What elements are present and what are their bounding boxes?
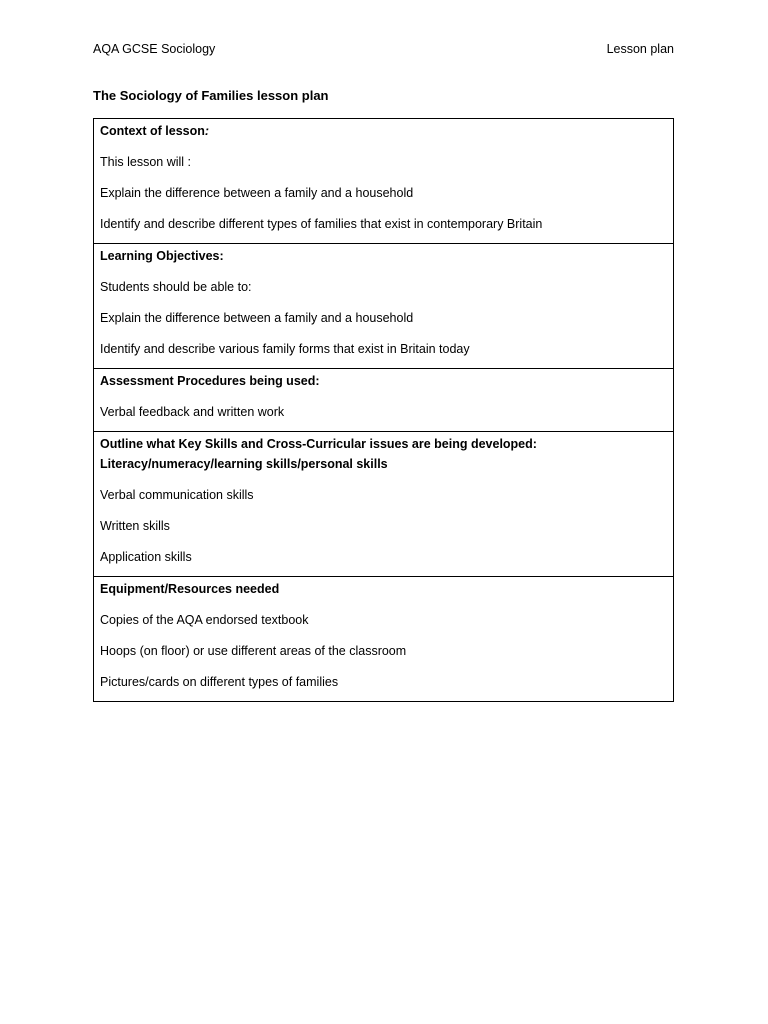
lesson-plan-table bbox=[93, 118, 674, 702]
section-line: Students should be able to: bbox=[100, 280, 252, 294]
section-line: Explain the difference between a family and a household bbox=[100, 186, 414, 200]
header-subject: AQA GCSE Sociology bbox=[93, 42, 216, 56]
section-line: Verbal communication skills bbox=[100, 488, 254, 502]
section-line: Identify and describe different types of families that exist in contemporary Britain bbox=[100, 217, 543, 231]
section-assessment bbox=[94, 369, 674, 432]
section-heading: Assessment Procedures being used: bbox=[100, 374, 320, 388]
heading-colon: : bbox=[204, 124, 210, 138]
section-line: This lesson will : bbox=[100, 155, 191, 169]
section-heading: Outline what Key Skills and Cross-Curricular issues are being developed: bbox=[100, 437, 537, 451]
page-title: The Sociology of Families lesson plan bbox=[93, 88, 329, 103]
section-heading: Equipment/Resources needed bbox=[100, 582, 280, 596]
section-objectives bbox=[94, 244, 674, 369]
section-context bbox=[94, 119, 674, 244]
section-line: Pictures/cards on different types of families bbox=[100, 675, 339, 689]
header-doc-type: Lesson plan bbox=[606, 42, 674, 56]
section-resources bbox=[94, 577, 674, 702]
section-cell bbox=[94, 244, 674, 369]
section-key-skills bbox=[94, 432, 674, 577]
section-line: Explain the difference between a family and a household bbox=[100, 311, 414, 325]
section-cell bbox=[94, 432, 674, 577]
section-heading bbox=[100, 121, 667, 141]
section-line: Written skills bbox=[100, 519, 170, 533]
section-subheading: Literacy/numeracy/learning skills/personal skills bbox=[100, 457, 388, 471]
page-header bbox=[93, 42, 674, 56]
section-line: Verbal feedback and written work bbox=[100, 405, 285, 419]
section-line: Copies of the AQA endorsed textbook bbox=[100, 613, 309, 627]
section-heading: Learning Objectives: bbox=[100, 249, 224, 263]
section-cell bbox=[94, 369, 674, 432]
section-line: Identify and describe various family forms that exist in Britain today bbox=[100, 342, 470, 356]
section-line: Application skills bbox=[100, 550, 192, 564]
section-cell bbox=[94, 577, 674, 702]
section-line: Hoops (on floor) or use different areas of the classroom bbox=[100, 644, 407, 658]
section-cell bbox=[94, 119, 674, 244]
heading-text: Context of lesson bbox=[100, 124, 205, 138]
